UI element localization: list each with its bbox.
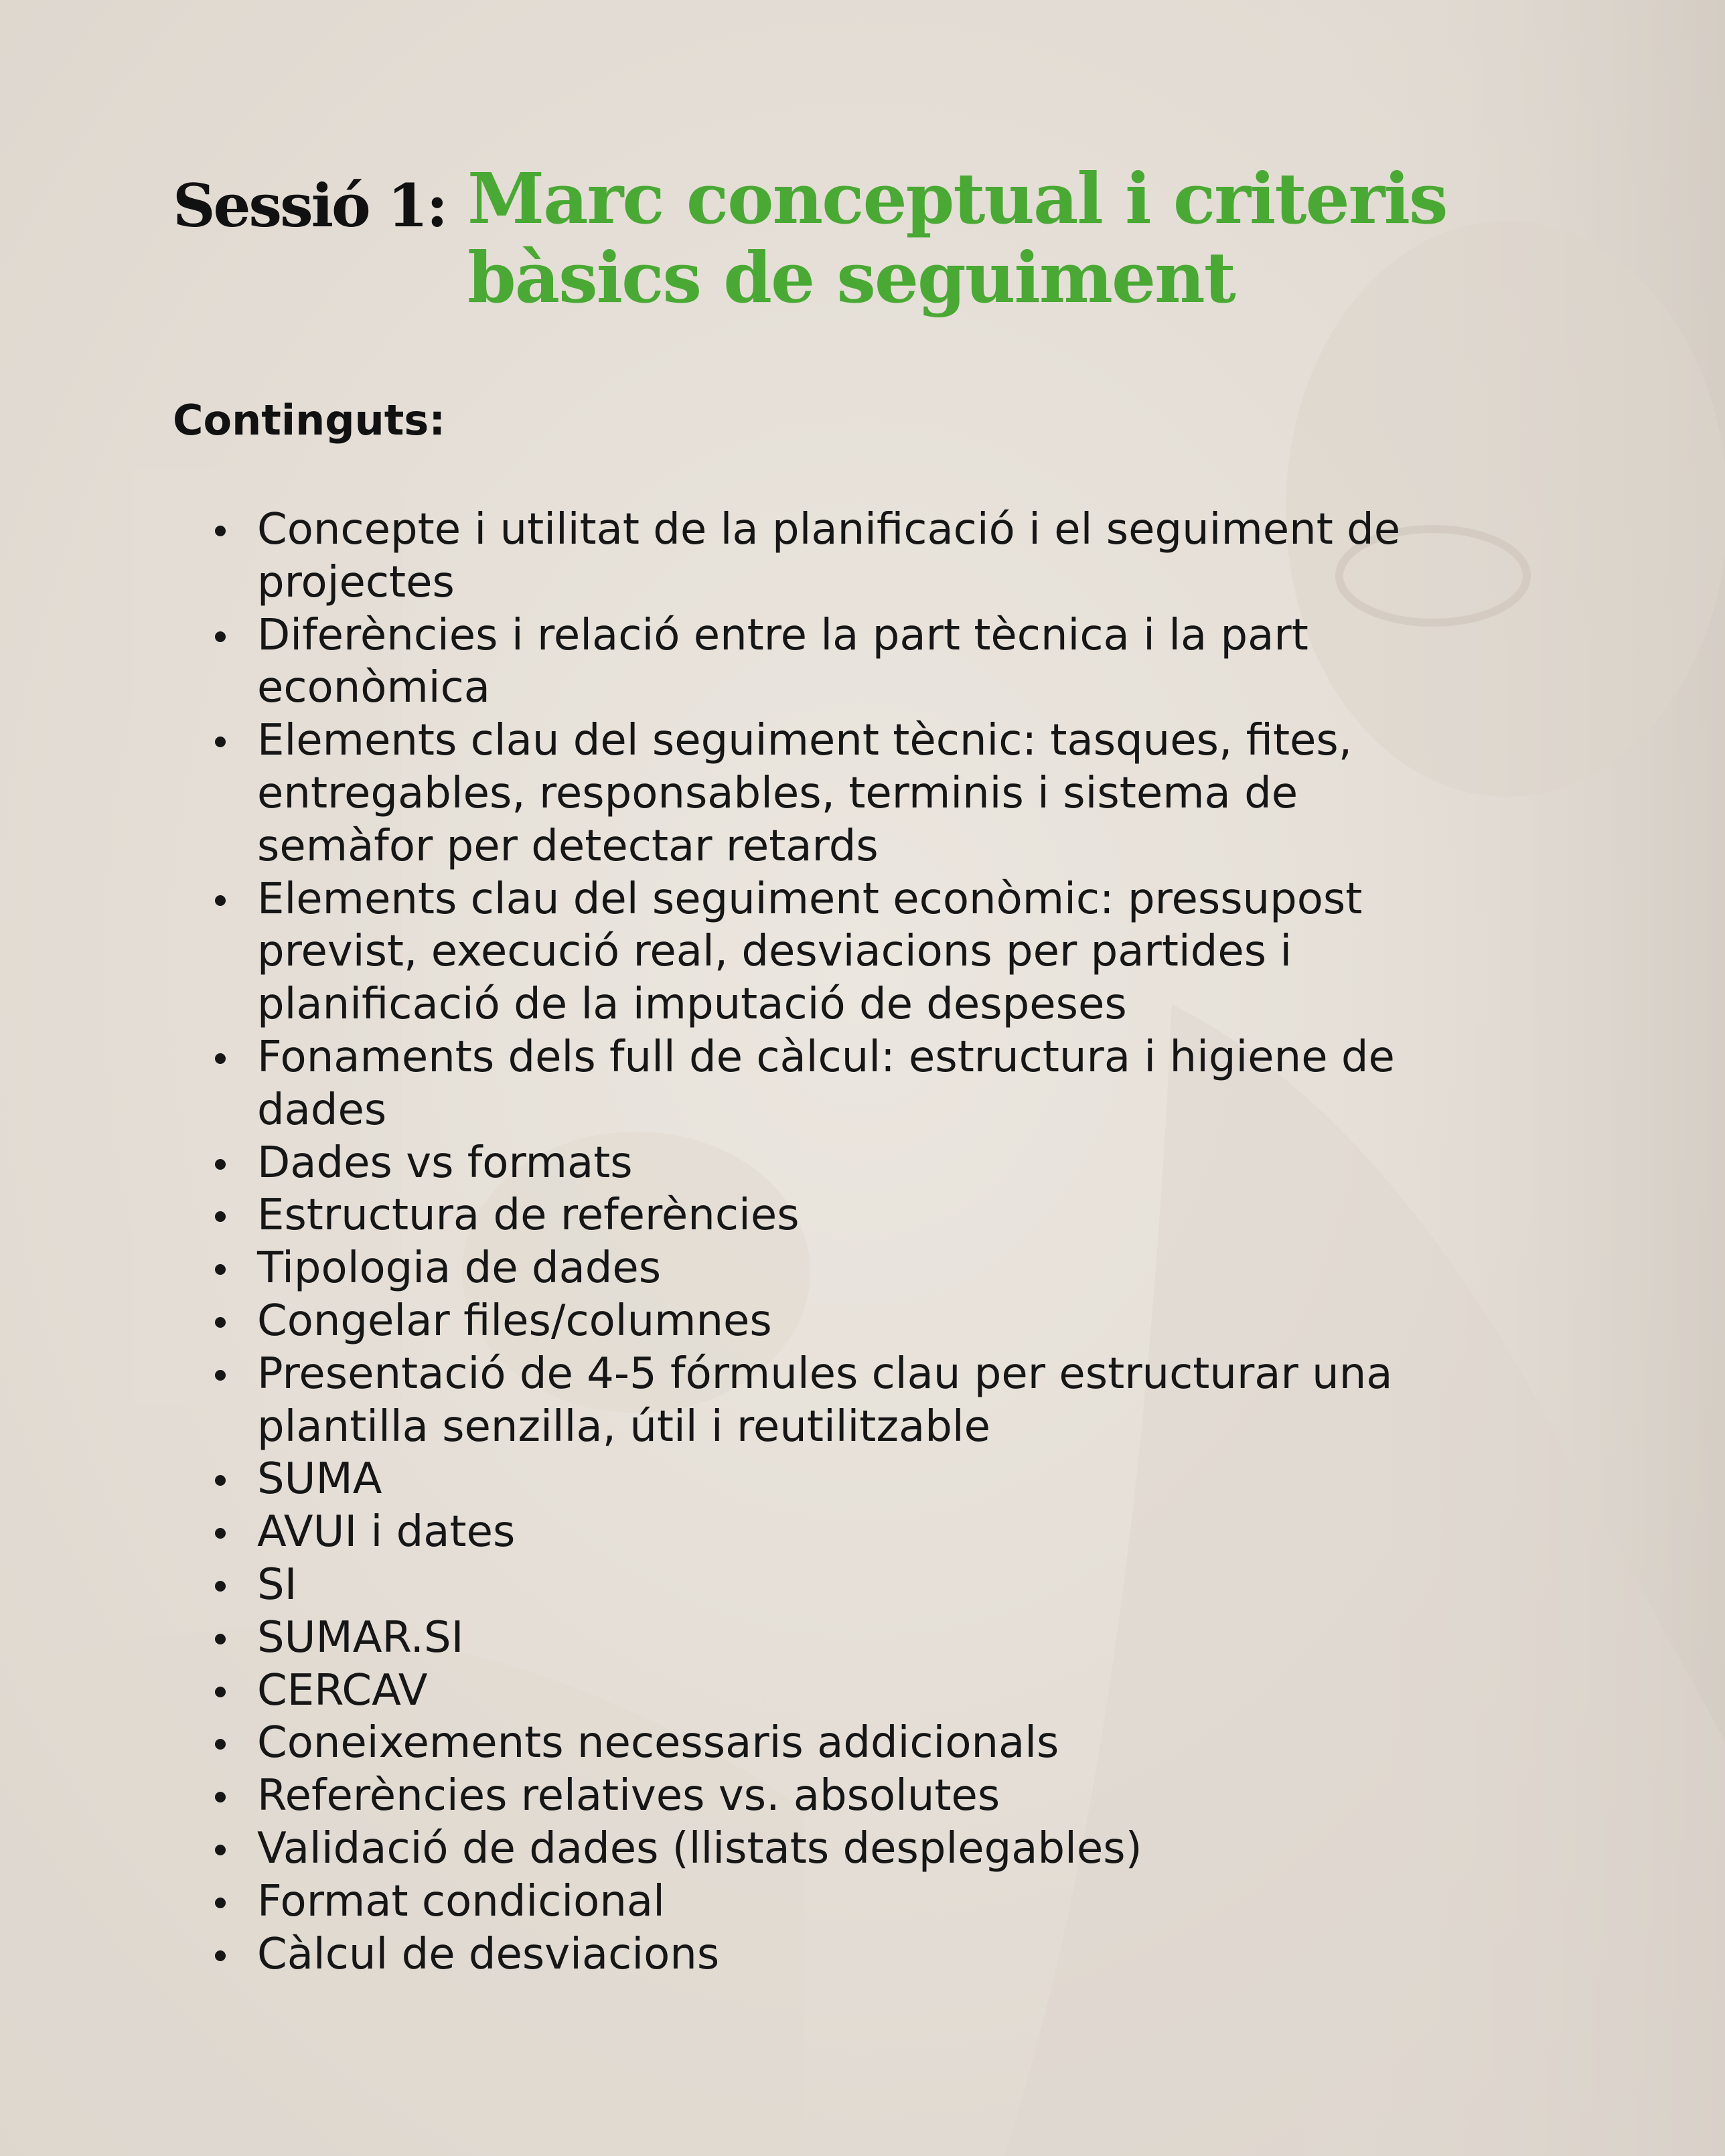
list-item-line: Validació de dades (llistats desplegables) xyxy=(257,1823,1142,1873)
list-item-line: Elements clau del seguiment econòmic: pressupost xyxy=(257,874,1363,924)
list-item-line: Concepte i utilitat de la planificació i el seguiment de xyxy=(257,505,1401,554)
list-item-line: Referències relatives vs. absolutes xyxy=(257,1771,1000,1821)
list-item-line: econòmica xyxy=(257,663,490,713)
bullet-icon xyxy=(215,737,226,747)
bullet-icon xyxy=(215,1739,226,1750)
list-item-line: Càlcul de desviacions xyxy=(257,1929,720,1979)
list-item xyxy=(173,1559,1579,1612)
list-item-line: SI xyxy=(257,1559,297,1610)
list-item xyxy=(173,873,1579,1031)
list-item-line: entregables, responsables, terminis i sistema de xyxy=(257,768,1298,818)
session-number: Sessió 1: xyxy=(173,171,447,240)
list-item xyxy=(173,1823,1579,1875)
list-item xyxy=(173,1031,1579,1137)
list-item xyxy=(173,1665,1579,1717)
bullet-icon xyxy=(215,1370,226,1381)
list-item xyxy=(173,1506,1579,1559)
session-title xyxy=(173,159,1579,327)
session-title-main xyxy=(467,159,1566,317)
bullet-icon xyxy=(215,1159,226,1170)
bullet-icon xyxy=(215,1211,226,1222)
session-title-line-2: bàsics de seguiment xyxy=(467,236,1235,319)
bullet-icon xyxy=(215,526,226,536)
list-item xyxy=(173,609,1579,715)
list-item-line: projectes xyxy=(257,557,455,607)
bullet-icon xyxy=(215,1053,226,1064)
list-item-line: Tipologia de dades xyxy=(257,1243,662,1294)
list-item-line: semàfor per detectar retards xyxy=(257,821,879,871)
list-item xyxy=(173,1928,1579,1981)
list-item-line: plantilla senzilla, útil i reutilitzable xyxy=(257,1401,990,1452)
bullet-icon xyxy=(215,1264,226,1275)
list-item xyxy=(173,1717,1579,1770)
session-title-line-1: Marc conceptual i criteris xyxy=(467,157,1447,240)
bullet-icon xyxy=(215,1687,226,1697)
contents-list xyxy=(173,504,1579,1981)
list-item xyxy=(173,1612,1579,1665)
list-item xyxy=(173,1137,1579,1190)
list-item-line: dades xyxy=(257,1085,387,1135)
list-item-line: Dades vs formats xyxy=(257,1138,633,1188)
list-item-line: SUMA xyxy=(257,1454,382,1505)
bullet-icon xyxy=(215,895,226,906)
list-item-line: Congelar files/columnes xyxy=(257,1296,772,1346)
list-item-line: Diferències i relació entre la part tècnica i la part xyxy=(257,610,1308,660)
bullet-icon xyxy=(215,1950,226,1961)
contents-heading: Continguts: xyxy=(173,396,446,445)
list-item xyxy=(173,1875,1579,1928)
list-item xyxy=(173,1348,1579,1454)
bullet-icon xyxy=(215,1528,226,1539)
bullet-icon xyxy=(215,1317,226,1328)
list-item xyxy=(173,1453,1579,1506)
bullet-icon xyxy=(215,1845,226,1855)
list-item xyxy=(173,1770,1579,1823)
list-item-line: previst, execució real, desviacions per partides i xyxy=(257,927,1292,977)
list-item xyxy=(173,1295,1579,1348)
list-item-line: Coneixements necessaris addicionals xyxy=(257,1718,1059,1768)
bullet-icon xyxy=(215,1475,226,1486)
bullet-icon xyxy=(215,1634,226,1644)
bullet-icon xyxy=(215,1898,226,1908)
bullet-icon xyxy=(215,631,226,642)
bullet-icon xyxy=(215,1581,226,1592)
list-item xyxy=(173,504,1579,609)
list-item xyxy=(173,1242,1579,1295)
list-item-line: Presentació de 4-5 fórmules clau per estructurar una xyxy=(257,1349,1393,1399)
list-item-line: CERCAV xyxy=(257,1665,428,1715)
list-item-line: Elements clau del seguiment tècnic: tasques, fites, xyxy=(257,716,1353,766)
list-item xyxy=(173,1189,1579,1242)
list-item-line: SUMAR.SI xyxy=(257,1612,464,1663)
list-item-line: Fonaments dels full de càlcul: estructura i higiene de xyxy=(257,1032,1395,1082)
bullet-icon xyxy=(215,1792,226,1802)
list-item-line: Format condicional xyxy=(257,1876,665,1926)
list-item-line: Estructura de referències xyxy=(257,1190,800,1241)
list-item-line: AVUI i dates xyxy=(257,1507,516,1557)
list-item-line: planificació de la imputació de despeses xyxy=(257,980,1127,1030)
list-item xyxy=(173,714,1579,872)
